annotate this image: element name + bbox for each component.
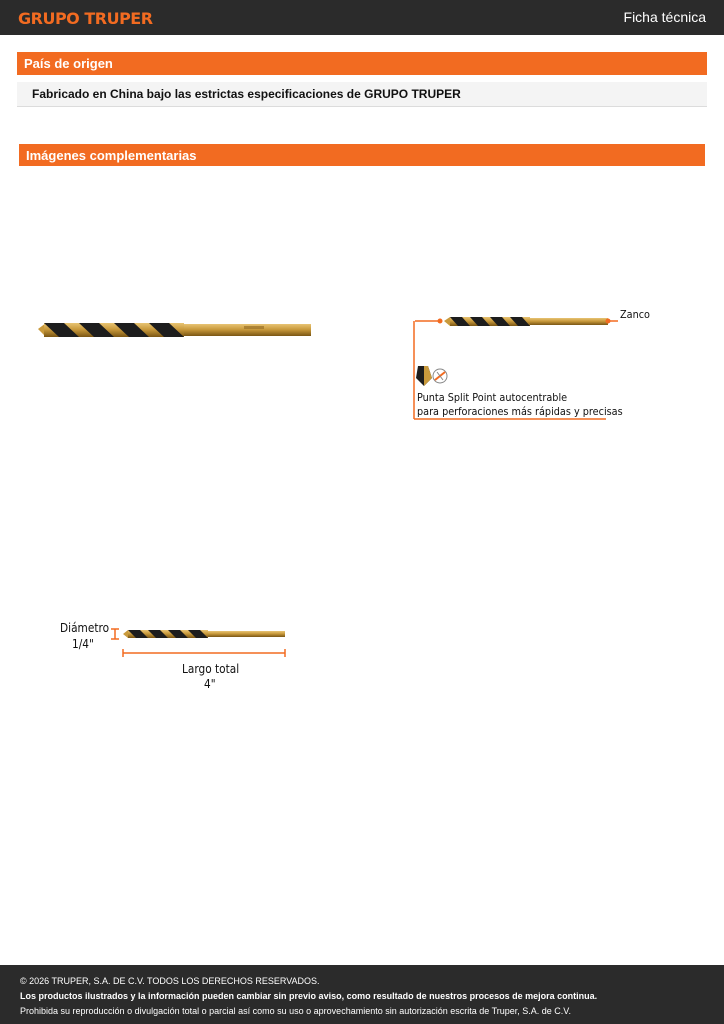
- callout-diameter-value: 1/4": [72, 637, 94, 651]
- callout-diameter-label: Diámetro: [60, 621, 110, 635]
- origin-row: [17, 82, 707, 107]
- section-header-images: Imágenes complementarias: [19, 144, 705, 166]
- origin-text: Fabricado en China bajo las estrictas especificaciones de GRUPO TRUPER: [32, 87, 461, 101]
- footer: [0, 965, 724, 1024]
- callout-split-point-1: Punta Split Point autocentrable: [417, 391, 568, 404]
- split-point-tip-icon: [416, 366, 447, 386]
- brand-logo: GRUPO TRUPER: [18, 9, 153, 28]
- section-header-origin: País de origen: [17, 52, 707, 75]
- callout-shank: Zanco: [620, 308, 650, 321]
- footer-prohibition: Prohibida su reproducción o divulgación total o parcial así como su uso o aprovechamiento sin autorización escrita de Truper, S.A. de C.V.: [20, 1006, 571, 1016]
- callout-length-value: 4": [204, 677, 216, 691]
- callout-length-label: Largo total: [182, 662, 240, 676]
- drill-bit-image-large: [34, 316, 314, 344]
- footer-notice: Los productos ilustrados y la información pueden cambiar sin previo aviso, como resultado de nuestros procesos de mejora continua.: [20, 991, 598, 1001]
- footer-copyright: © 2026 TRUPER, S.A. DE C.V. TODOS LOS DERECHOS RESERVADOS.: [20, 976, 320, 986]
- top-bar: [0, 0, 724, 35]
- callout-split-point-2: para perforaciones más rápidas y precisas: [417, 405, 623, 418]
- drill-bit-dimensions-graphic: [108, 626, 293, 661]
- document-title: Ficha técnica: [623, 9, 706, 25]
